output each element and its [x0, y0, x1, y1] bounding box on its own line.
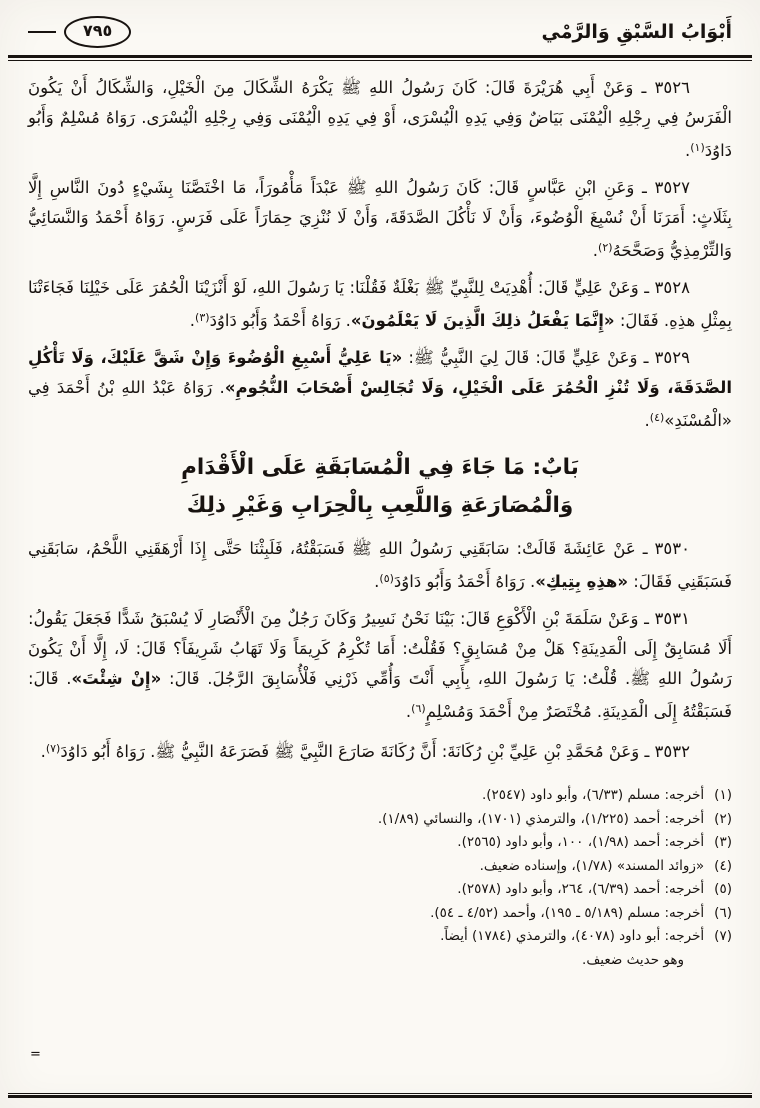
hadith-text: .	[684, 141, 691, 161]
footnote-number: (٦)	[714, 904, 732, 921]
hadith-text: ٣٥٣٠ ـ عَنْ عَائِشَةَ قَالَتْ: سَابَقَنِي رَسُولُ اللهِ ﷺ فَسَبَقْتُهُ، فَلَبِثْنَا حَتَّى إِذَا أَرْهَقَنِي اللَّحْمُ، سَابَقَنِي فَسَبَقَنِي فَقَالَ:	[28, 539, 732, 592]
hadith-text: ٣٥٢٩ ـ وَعَنْ عَلِيٍّ قَالَ: قَالَ لِيَ النَّبِيُّ ﷺ:	[402, 348, 690, 368]
footnote-text: أخرجه: مسلم (٦/٣٣)، وأبو داود (٢٥٤٧).	[481, 787, 705, 804]
hadith-text: ٣٥٢٧ ـ وَعَنِ ابْنِ عَبَّاسٍ قَالَ: كَانَ رَسُولُ اللهِ ﷺ عَبْدَاً مَأْمُورَاً، مَا اخْتَصَّنَا بِشَيْءٍ دُونَ النَّاسِ إِلَّا بِثَلَاثٍ: أَمَرَنَا أَنْ نُسْبِغَ الْوُضُوءَ، وَأَنْ لَا نَأْكُلَ الصَّدَقَةَ، وَأَنْ لَا نُنْزِيَ حِمَارَاً عَلَى فَرَسٍ. رَوَاهُ أَحْمَدُ وَالنَّسَائِيُّ وَالتِّرْمِذِيُّ وَصَحَّحَهُ	[28, 178, 732, 261]
continuation-mark: =	[30, 1047, 41, 1062]
footnote-4	[28, 878, 732, 902]
footnote-ref: (٦)	[411, 702, 426, 716]
hadith-text: ٣٥٣٢ ـ وَعَنْ مُحَمَّدِ بْنِ عَلِيِّ بْنِ رُكَانَةَ: أَنَّ رُكَانَةَ صَارَعَ النَّبِيَّ ﷺ فَصَرَعَهُ النَّبِيُّ ﷺ. رَوَاهُ أَبُو دَاوُدَ	[60, 742, 690, 762]
footnote-number: (٥)	[714, 881, 732, 898]
hadith-text: ٣٥٢٨ ـ وَعَنْ عَلِيٍّ قَالَ: أُهْدِيَتْ لِلنَّبِيِّ ﷺ بَغْلَةٌ فَقُلْنَا: يَا رَسُولَ اللهِ، لَوْ أَنْزَيْنَا الْحُمُرَ عَلَى خَيْلِنَا فَجَاءَتْنَا بِمِثْلِ هذِهِ. فَقَالَ:	[28, 278, 732, 331]
footnote-number: (١)	[714, 787, 732, 804]
footnote-number: (٣)	[714, 834, 732, 851]
hadith-quote: «هذِهِ بِتِيكِ»	[535, 572, 629, 592]
hadith-text: . قَالَ: فَسَبَقْتُهُ إِلَى الْمَدِينَةِ. مُخْتَصَرٌ مِنْ أَحْمَدَ وَمُسْلِمٍ	[28, 669, 732, 722]
hadith-paragraph-5	[28, 534, 732, 597]
hadith-paragraph-2	[28, 273, 732, 336]
hadith-text: .	[189, 311, 196, 331]
hadith-paragraph-0	[28, 73, 732, 166]
footnote-number: (٤)	[714, 857, 732, 874]
footnote-5	[28, 902, 732, 926]
hadith-text: .	[405, 702, 412, 722]
footnote-6	[28, 925, 732, 949]
footnote-ref: (٢)	[598, 241, 613, 255]
footnote-1	[28, 808, 732, 832]
footnote-3	[28, 855, 732, 879]
footnotes-section	[0, 774, 760, 972]
page-body	[0, 61, 760, 767]
footnote-text: «زوائد المسند» (١/٧٨)، وإسناده ضعيف.	[479, 857, 705, 874]
page-number-group	[28, 16, 131, 48]
footnote-ref: (٣)	[195, 311, 210, 325]
footnote-2	[28, 831, 732, 855]
footnote-text: أخرجه: أبو داود (٤٠٧٨)، والترمذي (١٧٨٤) أيضاً.	[440, 928, 705, 945]
footnote-text: أخرجه: أحمد (٦/٣٩)، ٢٦٤، وأبو داود (٢٥٧٨).	[457, 881, 705, 898]
hadith-text: ٣٥٣١ ـ وَعَنْ سَلَمَةَ بْنِ الْأَكْوَعِ قَالَ: بَيْنَا نَحْنُ نَسِيرُ وَكَانَ رَجُلٌ مِنَ الْأَنْصَارِ لَا يُسْبَقُ شَدًّا فَجَعَلَ يَقُولُ: أَلَا مُسَابِقٌ إِلَى الْمَدِينَةِ؟ هَلْ مِنْ مُسَابِقٍ؟ فَقُلْتُ: أَمَا تُكْرِمُ كَرِيمَاً وَلَا تَهَابُ شَرِيفَاً؟ قَالَ: لَا، إِلَّا أَنْ يَكُونَ رَسُولُ اللهِ ﷺ. قُلْتُ: يَا رَسُولَ اللهِ، بِأَبِي أَنْتَ وَأُمِّي ذَرْنِي فَلْأُسَابِقَ الرَّجُلَ. قَالَ:	[28, 609, 732, 689]
footer-divider	[8, 1093, 752, 1098]
hadith-quote: «إِنَّمَا يَفْعَلُ ذلِكَ الَّذِينَ لَا يَعْلَمُونَ»	[350, 311, 615, 331]
footnote-number: (٧)	[714, 928, 732, 945]
footnote-text: أخرجه: مسلم (٥/١٨٩ ـ ١٩٥)، وأحمد (٤/٥٢ ـ ٥٤).	[430, 904, 705, 921]
footnote-continuation: وهو حديث ضعيف.	[582, 951, 684, 968]
hadith-text: . رَوَاهُ أَحْمَدُ وَأَبُو دَاوُدَ	[393, 572, 536, 592]
footnote-number: (٢)	[714, 810, 732, 827]
hadith-quote: «إِنْ شِئْتَ»	[71, 669, 162, 689]
footnote-text: أخرجه: أحمد (١/٩٨)، ١٠٠، وأبو داود (٢٥٦٥).	[457, 834, 705, 851]
footnote-text: أخرجه: أحمد (١/٢٢٥)، والترمذي (١٧٠١)، والنسائي (١/٨٩).	[377, 810, 705, 827]
hadith-text: .	[374, 572, 380, 592]
hadith-text: .	[592, 241, 599, 261]
section-heading-line: وَالْمُصَارَعَةِ وَاللَّعِبِ بِالْحِرَابِ وَغَيْرِ ذلِكَ	[186, 493, 574, 519]
hadith-paragraph-7	[28, 734, 732, 767]
footnote-ref: (٥)	[379, 572, 394, 586]
footnote-0	[28, 784, 732, 808]
hadith-text: .	[40, 742, 46, 762]
footnote-ref: (٤)	[649, 411, 665, 425]
hadith-paragraph-1	[28, 173, 732, 266]
hadith-paragraph-3	[28, 343, 732, 436]
chapter-title: أَبْوَابُ السَّبْقِ وَالرَّمْي	[541, 21, 732, 44]
footnote-ref: (٧)	[45, 742, 61, 756]
page-header	[0, 0, 760, 55]
page-number-dash	[28, 31, 56, 33]
hadith-text: .	[644, 411, 650, 431]
section-heading-line: بَابٌ: مَا جَاءَ فِي الْمُسَابَقَةِ عَلَى الْأَقْدَامِ	[181, 455, 579, 481]
hadith-text: ٣٥٢٦ ـ وَعَنْ أَبِي هُرَيْرَةَ قَالَ: كَانَ رَسُولُ اللهِ ﷺ يَكْرَهُ الشِّكَالَ مِنَ الْخَيْلِ، وَالشِّكَالُ أَنْ يَكُونَ الْفَرَسُ فِي رِجْلِهِ الْيُمْنَى بَيَاضٌ وَفِي يَدِهِ الْيُسْرَى، أَوْ فِي يَدِهِ الْيُمْنَى وَفِي رِجْلِهِ الْيُسْرَى. رَوَاهُ مُسْلِمٌ وَأَبُو دَاوُدَ	[28, 78, 732, 161]
hadith-text: . رَوَاهُ عَبْدُ اللهِ بْنُ أَحْمَدَ فِي «الْمُسْنَدِ»	[28, 378, 732, 431]
hadith-paragraph-6	[28, 604, 732, 727]
footnote-ref: (١)	[690, 141, 705, 155]
section-heading	[28, 449, 732, 525]
hadith-quote: «يَا عَلِيُّ أَسْبِغِ الْوُضُوءَ وَإِنْ شَقَّ عَلَيْكَ، وَلَا تَأْكُلِ الصَّدَقَةَ، وَلَا تُنْزِ الْحُمُرَ عَلَى الْخَيْلِ، وَلَا تُجَالِسْ أَصْحَابَ النُّجُومِ»	[28, 348, 733, 398]
hadith-text: . رَوَاهُ أَحْمَدُ وَأَبُو دَاوُدَ	[209, 311, 351, 331]
page-number-badge: ٧٩٥	[64, 16, 131, 48]
